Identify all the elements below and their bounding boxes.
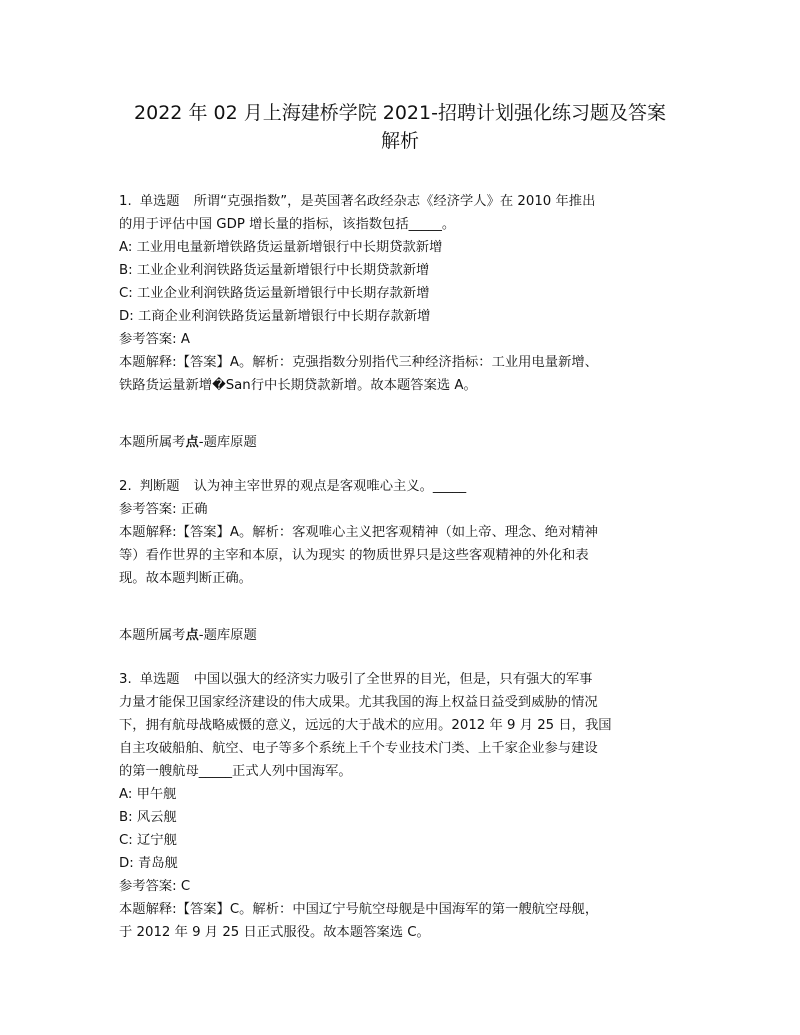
question-1-type: 单选题 (139, 194, 180, 209)
question-3-number: 3. (119, 672, 132, 687)
section-note-bold: 点 (185, 435, 199, 450)
section-note-prefix: 本题所属考 (119, 435, 186, 450)
question-3-option-a: A: 甲午舰 (119, 787, 177, 802)
question-1-header (119, 192, 694, 212)
question-2-explanation-line-1: 本题解释:【答案】A。解析：客观唯心主义把客观精神（如上帝、理念、绝对精神 (119, 525, 598, 540)
section-note-prefix: 本题所属考 (119, 628, 186, 643)
question-3-header (119, 670, 694, 690)
section-note-suffix: -题库原题 (198, 435, 257, 450)
question-3-explanation-line-1: 本题解释:【答案】C。解析：中国辽宁号航空母舰是中国海军的第一艘航空母舰， (119, 902, 599, 917)
question-1-option-d: D: 工商企业利润铁路货运量新增银行中长期存款新增 (119, 309, 431, 324)
question-1-number: 1. (119, 194, 132, 209)
question-3-option-b: B: 风云舰 (119, 810, 177, 825)
question-3-stem-line-3: 下，拥有航母战略威慑的意义，远远的大于战术的应用。2012 年 9 月 25 日，我国 (119, 718, 612, 733)
question-3-stem-line-1: 中国以强大的经济实力吸引了全世界的目光，但是，只有强大的军事 (193, 672, 593, 687)
question-3-answer: 参考答案: C (119, 879, 191, 894)
question-1-explanation-line-1: 本题解释:【答案】A。解析：克强指数分别指代三种经济指标：工业用电量新增、 (119, 355, 598, 370)
section-note-2 (119, 626, 257, 646)
question-3-option-c: C: 辽宁舰 (119, 833, 177, 848)
question-1-option-b: B: 工业企业利润铁路货运量新增银行中长期贷款新增 (119, 263, 430, 278)
question-3-stem-line-5: 的第一艘航母_____正式人列中国海军。 (119, 764, 352, 779)
question-3-type: 单选题 (139, 672, 180, 687)
section-note-suffix: -题库原题 (198, 628, 257, 643)
question-3-explanation-line-2: 于 2012 年 9 月 25 日正式服役。故本题答案选 C。 (119, 925, 430, 940)
question-1-option-c: C: 工业企业利润铁路货运量新增银行中长期存款新增 (119, 286, 430, 301)
document-title-line-2: 解析 (380, 130, 419, 152)
question-2-stem-line-1: 认为神主宰世界的观点是客观唯心主义。_____ (193, 479, 467, 494)
question-2-number: 2. (119, 479, 132, 494)
question-3-option-d: D: 青岛舰 (119, 856, 178, 871)
question-1-option-a: A: 工业用电量新增铁路货运量新增银行中长期贷款新增 (119, 240, 443, 255)
document-title-line-1: 2022 年 02 月上海建桥学院 2021-招聘计划强化练习题及答案 (134, 102, 666, 124)
question-1-explanation-line-2: 铁路货运量新增�San行中长期贷款新增。故本题答案选 A。 (119, 378, 477, 393)
question-2-explanation-line-2: 等）看作世界的主宰和本原，认为现实 的物质世界只是这些客观精神的外化和表 (119, 548, 589, 563)
question-2-header (119, 477, 694, 497)
question-3-stem-line-2: 力量才能保卫国家经济建设的伟大成果。尤其我国的海上权益日益受到威胁的情况 (119, 695, 598, 710)
question-2-type: 判断题 (139, 479, 180, 494)
question-2-explanation-line-3: 现。故本题判断正确。 (119, 571, 252, 586)
question-1-stem-line-2: 的用于评估中国 GDP 增长量的指标，该指数包括_____。 (119, 217, 456, 232)
section-note-bold: 点 (185, 628, 199, 643)
question-1-stem-line-1: 所谓“克强指数”，是英国著名政经杂志《经济学人》在 2010 年推出 (193, 194, 596, 209)
section-note-1 (119, 433, 257, 453)
question-2-answer: 参考答案: 正确 (119, 502, 208, 517)
question-3-stem-line-4: 自主攻破船舶、航空、电子等多个系统上千个专业技术门类、上千家企业参与建设 (119, 741, 598, 756)
question-1-answer: 参考答案: A (119, 332, 190, 347)
